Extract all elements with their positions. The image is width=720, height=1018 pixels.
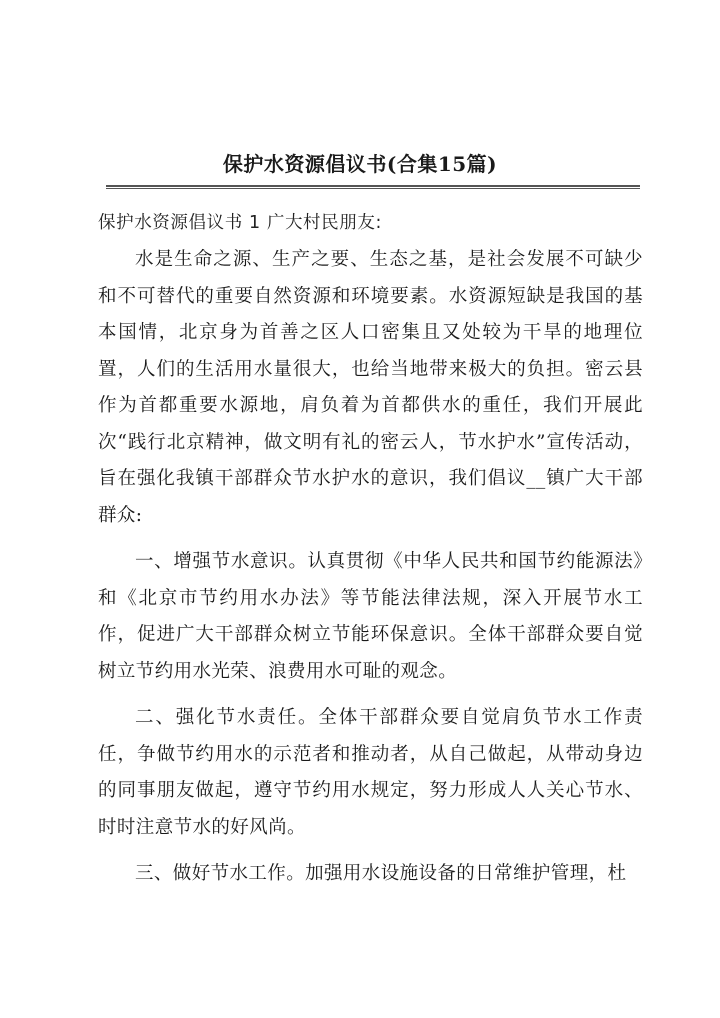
intro-line: 保护水资源倡议书 1 广大村民朋友: [98,213,382,233]
paragraph: 三、做好节水工作。加强用水设施设备的日常维护管理，杜 [135,863,627,884]
document-body [98,205,643,903]
paragraph: 水是生命之源、生产之要、生态之基，是社会发展不可缺少和不可替代的重要自然资源和环境要素。水资源短缺是我国的基本国情，北京身为首善之区人口密集且又处较为干旱的地理位置，人们的生活用水量很大，也给当地带来极大的负担。密云县作为首都重要水源地，肩负着为首都供水的重任，我们开展此次“践行北京精神，做文明有礼的密云人，节水护水”宣传活动，旨在强化我镇干部群众节水护水的意识，我们倡议__镇广大干部群众: [98,249,643,526]
paragraph: 一、增强节水意识。认真贯彻《中华人民共和国节约能源法》和《北京市节约用水办法》等节能法律法规，深入开展节水工作，促进广大干部群众树立节能环保意识。全体干部群众要自觉树立节约用水光荣、浪费用水可耻的观念。 [98,551,643,682]
document-title: 保护水资源倡议书(合集15篇) [222,152,498,176]
paragraph: 二、强化节水责任。全体干部群众要自觉肩负节水工作责任，争做节约用水的示范者和推动者，从自己做起，从带动身边的同事朋友做起，遵守节约用水规定，努力形成人人关心节水、时时注意节水的好风尚。 [98,707,643,838]
title-divider [106,185,640,189]
